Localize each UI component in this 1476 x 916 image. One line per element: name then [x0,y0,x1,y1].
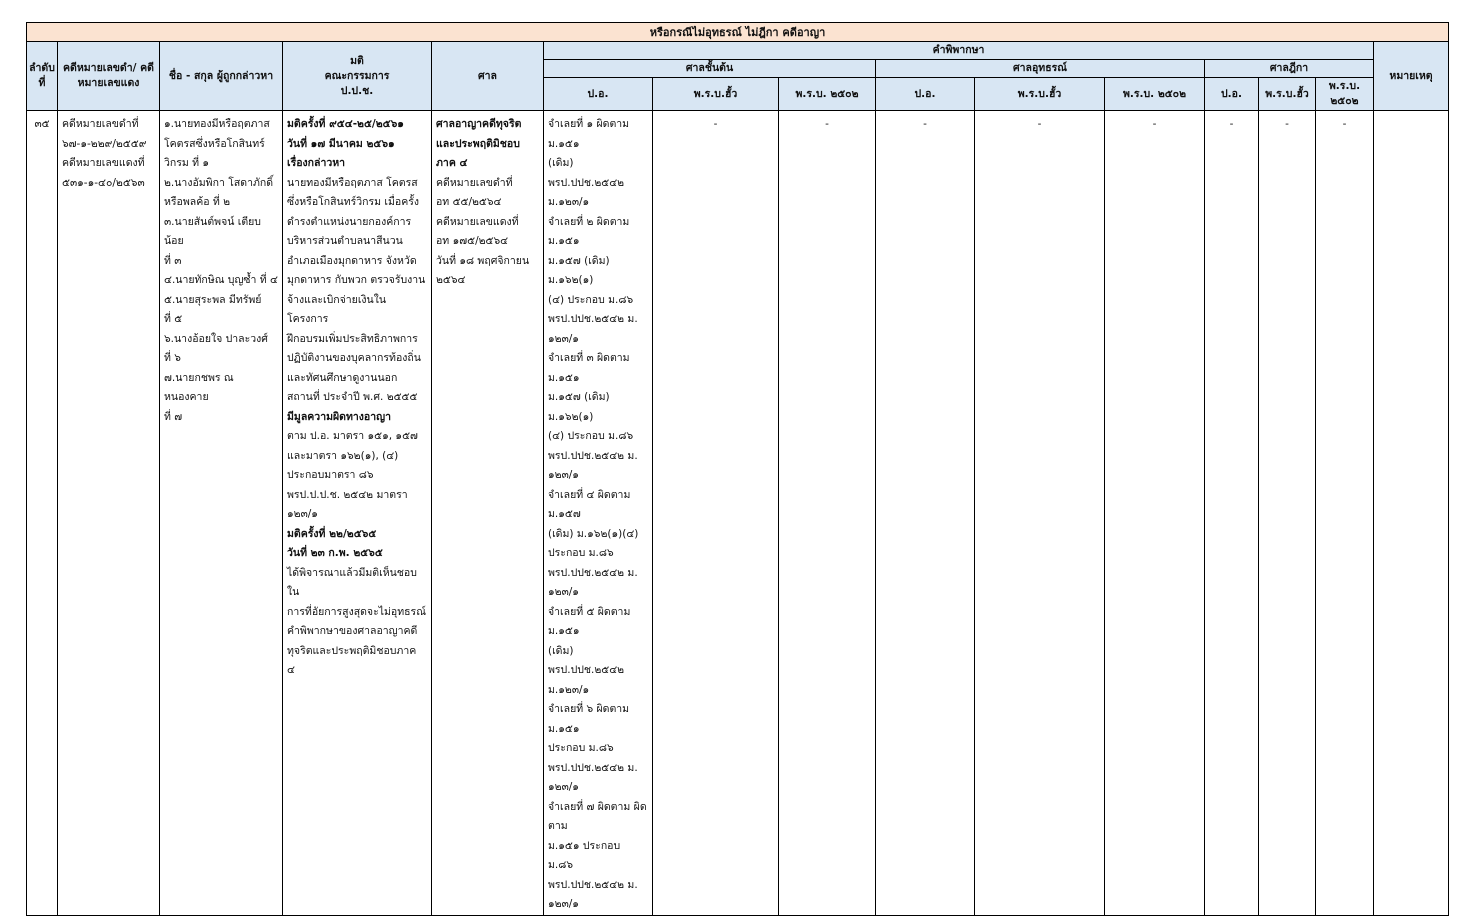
cell-case-no [58,111,160,916]
first-po-line: ๑๒๓/๑ [548,898,579,910]
cell-court [432,111,544,916]
resolution-line: วันที่ ๑๗ มีนาคม ๒๕๖๑ [287,137,395,150]
first-po-line: ม.๑๕๗ (เดิม) ม.๑๖๒(๑) [548,254,610,286]
first-po-line: จำเลยที่ ๓ ผิดตาม ม.๑๕๑ [548,352,630,384]
sub-first-2502: พ.ร.บ. ๒๕๐๒ [779,78,876,111]
first-po-line: พรป.ปปช.๒๕๔๒ ม. [548,761,638,774]
cell-supreme-po: - [1205,111,1259,916]
first-po-line: จำเลยที่ ๖ ผิดตาม ม.๑๕๑ [548,703,630,735]
header-resolution [283,42,432,111]
name-line: ๗.นายกชพร ณ หนองคาย [164,371,234,403]
name-line: ๖.นางอ้อยใจ ปาละวงศ์ [164,332,268,345]
header-remark: หมายเหตุ [1374,42,1449,111]
court-line: อท ๕๕/๒๕๖๔ [436,196,502,208]
header-case-no: คดีหมายเลขดำ/ คดีหมายเลขแดง [58,42,160,111]
cell-order: ๓๕ [27,111,58,916]
cell-appeal-hua: - [975,111,1105,916]
resolution-line: ซึ่งหรือโกสินทร์วิกรม เมื่อครั้ง [287,196,420,208]
resolution-line: ประกอบมาตรา ๘๖ [287,469,374,481]
first-po-line: ๑๒๓/๑ [548,586,579,598]
resolution-line: ดำรงตำแหน่งนายกองค์การ [287,215,412,228]
first-po-line: จำเลยที่ ๗ ผิดตาม ผิดตาม [548,800,647,832]
resolution-line: ทุจริตและประพฤติมิชอบภาค ๔ [287,644,417,676]
name-line: ที่ ๖ [164,352,181,364]
first-po-line: จำเลยที่ ๒ ผิดตาม ม.๑๕๑ [548,215,630,247]
sub-first-hua: พ.ร.บ.ฮั้ว [653,78,779,111]
first-po-line: จำเลยที่ ๔ ผิดตาม ม.๑๕๗ [548,488,631,520]
name-line: ที่ ๗ [164,410,183,423]
first-po-line: ๑๒๓/๑ [548,781,579,793]
first-po-line: จำเลยที่ ๕ ผิดตาม ม.๑๕๑ [548,605,631,637]
header-court-appeal: ศาลอุทธรณ์ [876,60,1205,78]
sub-supreme-2502: พ.ร.บ. ๒๕๐๒ [1316,78,1374,111]
cell-first-hua: - [653,111,779,916]
name-line: ๓.นายสันต์พจน์ เตียบน้อย [164,215,261,247]
cell-names [160,111,283,916]
court-line: คดีหมายเลขแดงที่ [436,215,519,228]
table-title: หรือกรณีไม่อุทธรณ์ ไม่ฎีกา คดีอาญา [27,23,1449,42]
first-po-line: (๔) ประกอบ ม.๘๖ [548,293,634,306]
resolution-line: สถานที่ ประจำปี พ.ศ. ๒๕๕๕ [287,391,418,403]
cell-first-2502: - [779,111,876,916]
case-no-line: คดีหมายเลขดำที่ [62,118,139,130]
sub-supreme-hua: พ.ร.บ.ฮั้ว [1259,78,1316,111]
cell-first-po [544,111,653,916]
first-po-line: ประกอบ ม.๘๖ [548,742,614,754]
first-po-line: พรป.ปปช.๒๕๔๒ ม. [548,449,638,462]
sub-supreme-po: ป.อ. [1205,78,1259,111]
header-court: ศาล [432,42,544,111]
header-resolution-l3: ป.ป.ช. [340,84,374,97]
resolution-line: ตาม ป.อ. มาตรา ๑๕๑, ๑๕๗ [287,430,418,442]
name-line: ที่ ๕ [164,313,183,325]
first-po-line: พรป.ปปช.๒๕๔๒ ม. [548,566,638,579]
resolution-line: เรื่องกล่าวหา [287,157,346,169]
court-line: และประพฤติมิชอบ [436,137,520,150]
court-line: ภาค ๔ [436,157,468,169]
resolution-line: ฝึกอบรมเพิ่มประสิทธิภาพการ [287,332,418,345]
resolution-line: คำพิพากษาของศาลอาญาคดี [287,625,418,637]
first-po-line: (๔) ประกอบ ม.๘๖ [548,430,634,442]
first-po-line: ม.๑๕๑ ประกอบ ม.๘๖ [548,839,621,871]
resolution-line: พรป.ป.ป.ช. ๒๕๔๒ มาตรา [287,488,408,501]
resolution-line: บริหารส่วนตำบลนาสีนวน [287,235,403,247]
resolution-line: มุกดาหาร กับพวก ตรวจรับงาน [287,274,426,286]
header-court-first: ศาลชั้นต้น [544,60,876,78]
cell-supreme-2502: - [1316,111,1374,916]
first-po-line: (เดิม) พรป.ปปช.๒๕๔๒ [548,157,625,189]
header-court-supreme: ศาลฎีกา [1205,60,1374,78]
resolution-line: และทัศนศึกษาดูงานนอก [287,371,398,384]
name-line: โคตรสซึ่งหรือโกสินทร์ [164,137,265,150]
name-line: ๕.นายสุระพล มีทรัพย์ [164,293,262,306]
header-judgment: คำพิพากษา [544,42,1374,60]
name-line: ๑.นายทองมีหรือฤตภาส [164,118,270,130]
case-table-sheet [26,22,1448,916]
court-line: วันที่ ๑๘ พฤศจิกายน [436,254,530,267]
header-resolution-l1: มติ [350,54,364,67]
resolution-line: ๑๒๓/๑ [287,508,318,520]
resolution-line: วันที่ ๒๓ ก.พ. ๒๕๖๕ [287,547,383,559]
case-no-line: คดีหมายเลขแดงที่ [62,157,145,169]
resolution-line: อำเภอเมืองมุกดาหาร จังหวัด [287,254,417,267]
first-po-line: ๑๒๓/๑ [548,469,579,481]
sub-appeal-hua: พ.ร.บ.ฮั้ว [975,78,1105,111]
first-po-line: พรป.ปปช.๒๕๔๒ ม. [548,878,638,891]
first-po-line: (เดิม) ม.๑๖๒(๑)(๔) [548,527,639,540]
resolution-line: จ้างและเบิกจ่ายเงินในโครงการ [287,293,387,325]
resolution-line: มติครั้งที่ ๙๕๔-๒๕/๒๕๖๑ [287,118,404,130]
header-name: ชื่อ - สกุล ผู้ถูกกล่าวหา [160,42,283,111]
table-row [27,111,1449,916]
court-line: คดีหมายเลขดำที่ [436,176,513,189]
name-line: หรือพลค้อ ที่ ๒ [164,196,231,208]
resolution-line: การที่อัยการสูงสุดจะไม่อุทธรณ์ [287,605,426,618]
sub-first-po: ป.อ. [544,78,653,111]
sub-appeal-po: ป.อ. [876,78,975,111]
case-no-line: ๕๓๑-๑-๔๐/๒๕๖๓ [62,176,145,189]
first-po-line: ม.๑๕๗ (เดิม) ม.๑๖๒(๑) [548,391,610,423]
resolution-line: และมาตรา ๑๖๒(๑), (๔) [287,449,399,462]
name-line: ๔.นายทักษิณ บุญซ้ำ ที่ ๔ [164,274,278,286]
resolution-line: นายทองมีหรือฤตภาส โคตรส [287,176,418,189]
first-po-line: ๑๒๓/๑ [548,332,579,345]
court-line: ศาลอาญาคดีทุจริต [436,118,522,130]
first-po-line: ม.๑๒๓/๑ [548,196,590,208]
name-line: ที่ ๓ [164,254,182,267]
name-line: วิกรม ที่ ๑ [164,157,210,169]
resolution-line: ได้พิจารณาแล้วมีมติเห็นชอบใน [287,566,417,598]
name-line: ๒.นางอัมพิกา โสดาภักดิ์ [164,176,274,189]
cell-remark [1374,111,1449,916]
resolution-line: มติครั้งที่ ๒๒/๒๕๖๕ [287,527,377,540]
case-table [26,22,1449,916]
header-order: ลำดับ ที่ [27,42,58,111]
sub-appeal-2502: พ.ร.บ. ๒๕๐๒ [1105,78,1205,111]
first-po-line: จำเลยที่ ๑ ผิดตาม ม.๑๕๑ [548,118,630,150]
cell-appeal-2502: - [1105,111,1205,916]
first-po-line: (เดิม) พรป.ปปช.๒๕๔๒ [548,644,625,676]
first-po-line: พรป.ปปช.๒๕๔๒ ม. [548,313,638,325]
court-line: อท ๑๗๕/๒๕๖๔ [436,235,509,247]
cell-appeal-po: - [876,111,975,916]
resolution-line: มีมูลความผิดทางอาญา [287,410,391,423]
resolution-line: ปฏิบัติงานของบุคลากรท้องถิ่น [287,352,421,364]
first-po-line: ประกอบ ม.๘๖ [548,547,614,559]
first-po-line: ม.๑๒๓/๑ [548,683,590,696]
case-no-line: ๖๗-๑-๒๒๙/๒๕๕๙ [62,137,147,150]
header-resolution-l2: คณะกรรมการ [324,69,390,82]
cell-supreme-hua: - [1259,111,1316,916]
cell-resolution [283,111,432,916]
court-line: ๒๕๖๔ [436,274,466,286]
